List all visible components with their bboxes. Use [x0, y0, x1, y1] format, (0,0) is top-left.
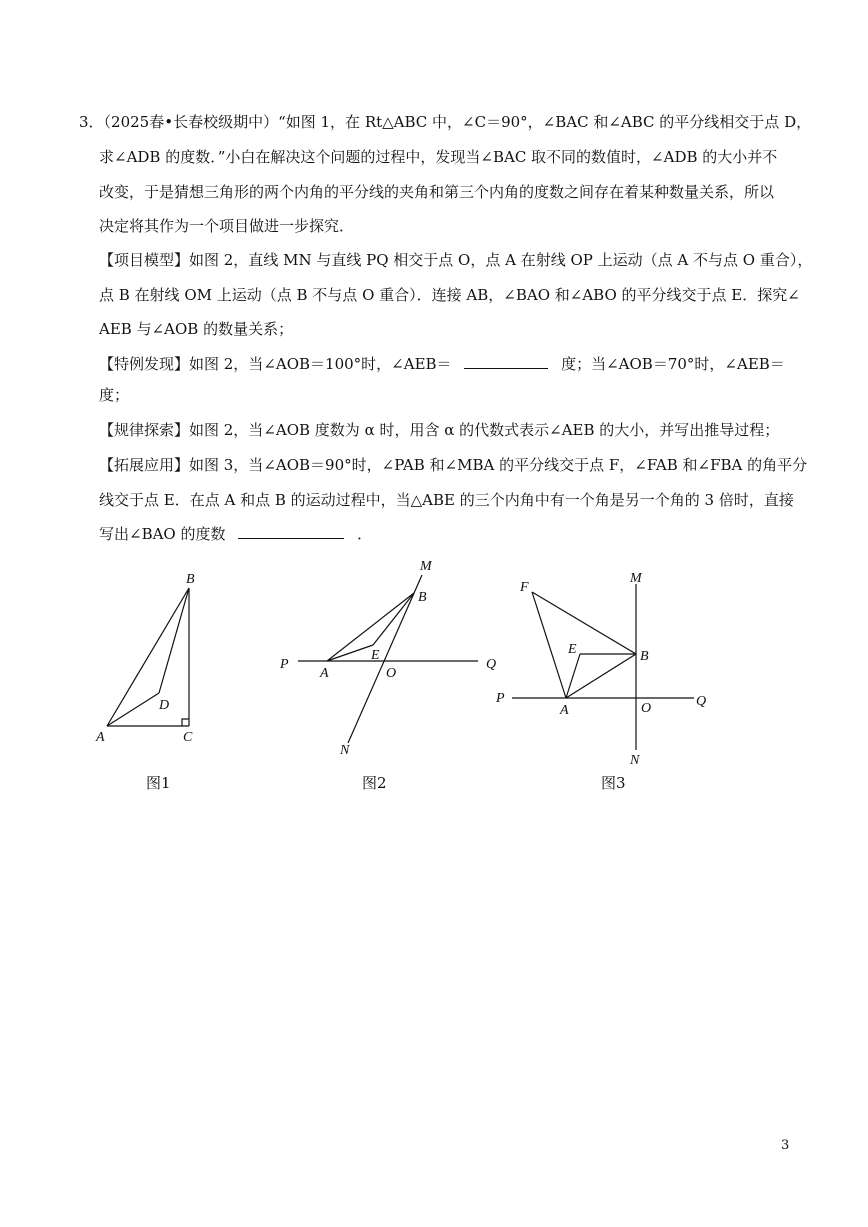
fig2-label-b: B	[418, 590, 427, 605]
fig3-bisector-af	[532, 592, 566, 698]
figure-3	[490, 562, 730, 772]
fig3-label-o: O	[641, 701, 652, 716]
fig1-bisector-ad	[107, 693, 159, 726]
project-model-line-1: 【项目模型】如图 2，直线 MN 与直线 PQ 相交于点 O，点 A 在射线 OP 上运动（点 A 不与点 O 重合），	[99, 251, 813, 269]
fig2-bisector-be	[373, 593, 414, 645]
fig2-label-q: Q	[486, 657, 497, 672]
figure-1	[90, 565, 220, 755]
extension-line-3	[99, 524, 372, 544]
fig2-label-a: A	[320, 666, 329, 681]
fig3-label-m: M	[630, 571, 642, 586]
fig3-label-a: A	[560, 703, 569, 718]
answer-blank-1[interactable]	[464, 354, 548, 369]
special-case-text-b: 度；当∠AOB＝70°时，∠AEB＝	[561, 355, 785, 373]
figure-3-caption: 图3	[601, 774, 626, 792]
fig1-label-d: D	[159, 698, 170, 713]
figure-2-caption: 图2	[362, 774, 387, 792]
answer-blank-2[interactable]	[238, 524, 344, 539]
fig1-right-angle-mark	[182, 719, 189, 726]
fig2-label-n: N	[340, 743, 350, 758]
fig3-label-b: B	[640, 649, 649, 664]
fig3-bisector-ae	[566, 654, 580, 698]
figure-2	[270, 555, 510, 760]
fig1-side-ab	[107, 588, 189, 726]
rule-explore-line: 【规律探索】如图 2，当∠AOB 度数为 α 时，用含 α 的代数式表示∠AEB 的大小，并写出推导过程；	[99, 421, 780, 439]
fig3-segment-ab	[566, 654, 636, 698]
extension-text: 写出∠BAO 的度数	[99, 525, 226, 543]
fig1-label-c: C	[183, 730, 193, 745]
fig1-label-a: A	[96, 730, 105, 745]
problem-line-3: 改变，于是猜想三角形的两个内角的平分线的夹角和第三个内角的度数之间存在着某种数量关系，所以	[99, 183, 775, 201]
figure-1-caption: 图1	[146, 774, 171, 792]
fig3-label-e: E	[568, 642, 577, 657]
fig2-label-e: E	[371, 648, 380, 663]
fig1-label-b: B	[186, 572, 195, 587]
special-case-line-2: 度；	[99, 386, 130, 404]
fig2-label-p: P	[280, 657, 289, 672]
fig3-label-f: F	[520, 580, 529, 595]
fig1-bisector-bd	[159, 588, 189, 693]
extension-line-1: 【拓展应用】如图 3，当∠AOB＝90°时，∠PAB 和∠MBA 的平分线交于点 F，∠FAB 和∠FBA 的角平分	[99, 456, 808, 474]
fig3-bisector-bf	[532, 592, 636, 654]
problem-line-1: 3．（2025春•长春校级期中）“如图 1，在 Rt△ABC 中，∠C＝90°，∠BAC 和∠ABC 的平分线相交于点 D，	[79, 113, 812, 131]
fig2-bisector-ae	[327, 645, 373, 661]
fig3-label-n: N	[630, 753, 640, 768]
page-number: 3	[781, 1138, 790, 1153]
project-model-line-2: 点 B 在射线 OM 上运动（点 B 不与点 O 重合）．连接 AB，∠BAO 和∠ABO 的平分线交于点 E．探究∠	[99, 286, 800, 304]
problem-line-4: 决定将其作为一个项目做进一步探究．	[99, 217, 355, 235]
extension-line-2: 线交于点 E．在点 A 和点 B 的运动过程中，当△ABE 的三个内角中有一个角是另一个角的 3 倍时，直接	[99, 491, 794, 509]
special-case-text-a: 【特例发现】如图 2，当∠AOB＝100°时，∠AEB＝	[99, 355, 452, 373]
extension-end: ．	[357, 525, 373, 543]
problem-line-2: 求∠ADB 的度数．”小白在解决这个问题的过程中，发现当∠BAC 取不同的数值时，∠ADB 的大小并不	[99, 148, 778, 166]
fig2-label-m: M	[420, 559, 432, 574]
fig2-label-o: O	[386, 666, 397, 681]
fig3-label-q: Q	[696, 694, 707, 709]
fig2-line-mn	[348, 575, 422, 743]
special-case-line	[99, 354, 785, 374]
fig3-label-p: P	[496, 691, 505, 706]
project-model-line-3: AEB 与∠AOB 的数量关系；	[99, 320, 294, 338]
